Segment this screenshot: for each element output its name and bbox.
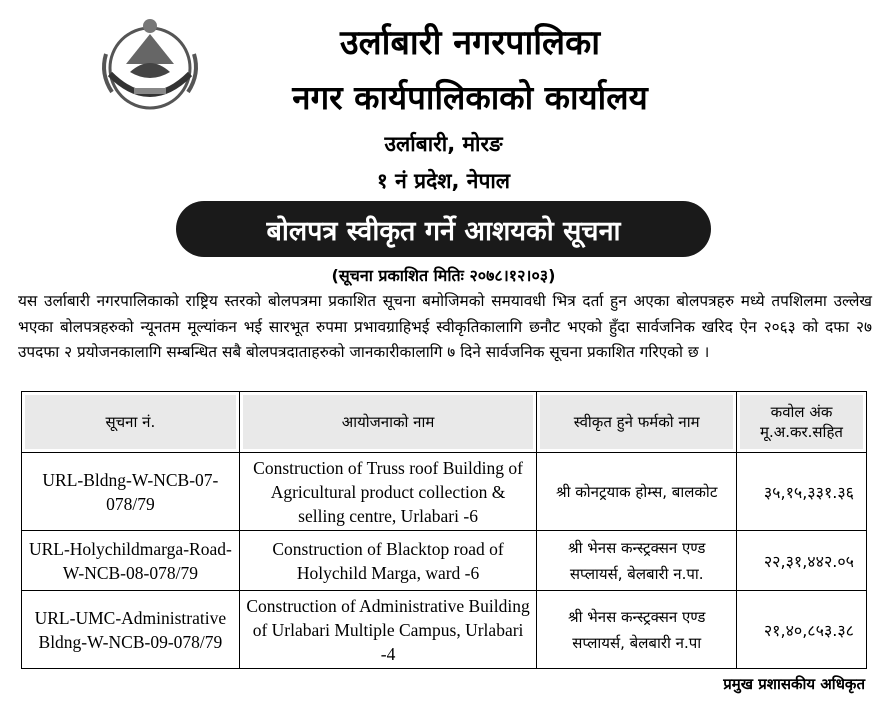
row-amount: ३५,१५,३३१.३६: [737, 453, 867, 531]
award-table: [21, 391, 867, 669]
row-project: Construction of Administrative Building of Urlabari Multiple Campus, Urlabari -4: [239, 591, 537, 669]
col-project: आयोजनाको नाम: [239, 392, 537, 453]
row-project: Construction of Truss roof Building of Agricultural product collection & selling centre, Urlabari -6: [239, 453, 537, 531]
row-notice-no: URL-UMC-Administrative Bldng-W-NCB-09-078/79: [22, 591, 240, 669]
notice-body: यस उर्लाबारी नगरपालिकाको राष्ट्रिय स्तरको बोलपत्रमा प्रकाशित सूचना बमोजिमको समयावधी भित्र दर्ता हुन अएका बोलपत्रहरु मध्ये तपशिलमा उल्लेख भएका बोलपत्रहरुको न्यूनतम मूल्यांकन भई सारभूत रुपमा प्रभावग्राहिभई स्वीकृतिकालागि छनौट भएको हुँदा सार्वजनिक खरिद ऐन २०६३ को दफा २७ उपदफा २ प्रयोजनकालागि सम्बन्धित सबै बोलपत्रदाताहरुको जानकारीकालागि ७ दिने सार्वजनिक सूचना प्रकाशित गरिएको छ ।: [18, 292, 872, 362]
row-notice-no: URL-Holychildmarga-Road-W-NCB-08-078/79: [22, 531, 240, 591]
signatory: प्रमुख प्रशासकीय अधिकृत: [723, 675, 865, 693]
row-amount: २१,४०,८५३.३८: [737, 591, 867, 669]
office-title: उर्लाबारी नगरपालिका: [339, 23, 601, 63]
table-row: [22, 591, 867, 669]
nepal-emblem-icon: [96, 14, 204, 118]
notice-banner-text: बोलपत्र स्वीकृत गर्ने आशयको सूचना: [266, 215, 621, 247]
row-project: Construction of Blacktop road of Holychild Marga, ward -6: [239, 531, 537, 591]
row-notice-no: URL-Bldng-W-NCB-07-078/79: [22, 453, 240, 531]
row-firm: श्री कोनट्रयाक होम्स, बालकोट: [537, 453, 737, 531]
row-amount: २२,३१,४४२.०५: [737, 531, 867, 591]
office-location: उर्लाबारी, मोरङ: [384, 132, 503, 156]
table-row: [22, 531, 867, 591]
row-firm: श्री भेनस कन्स्ट्रक्सन एण्ड सप्लायर्स, बेलबारी न.पा: [537, 591, 737, 669]
col-bid-amount: [737, 392, 867, 453]
col-notice-no: सूचना नं.: [22, 392, 240, 453]
table-header-row: [22, 392, 867, 453]
office-province: १ नं प्रदेश, नेपाल: [376, 169, 511, 193]
publish-date: (सूचना प्रकाशित मितिः २०७८।१२।०३): [331, 266, 556, 285]
col-bid-amount-line1: कवोल अंक: [770, 403, 833, 421]
notice-banner: [176, 201, 711, 257]
col-bid-amount-line2: मू.अ.कर.सहित: [760, 423, 843, 441]
col-firm: स्वीकृत हुने फर्मको नाम: [537, 392, 737, 453]
row-firm: श्री भेनस कन्स्ट्रक्सन एण्ड सप्लायर्स, बेलबारी न.पा.: [537, 531, 737, 591]
office-subtitle: नगर कार्यपालिकाको कार्यालय: [292, 78, 648, 117]
table-row: [22, 453, 867, 531]
